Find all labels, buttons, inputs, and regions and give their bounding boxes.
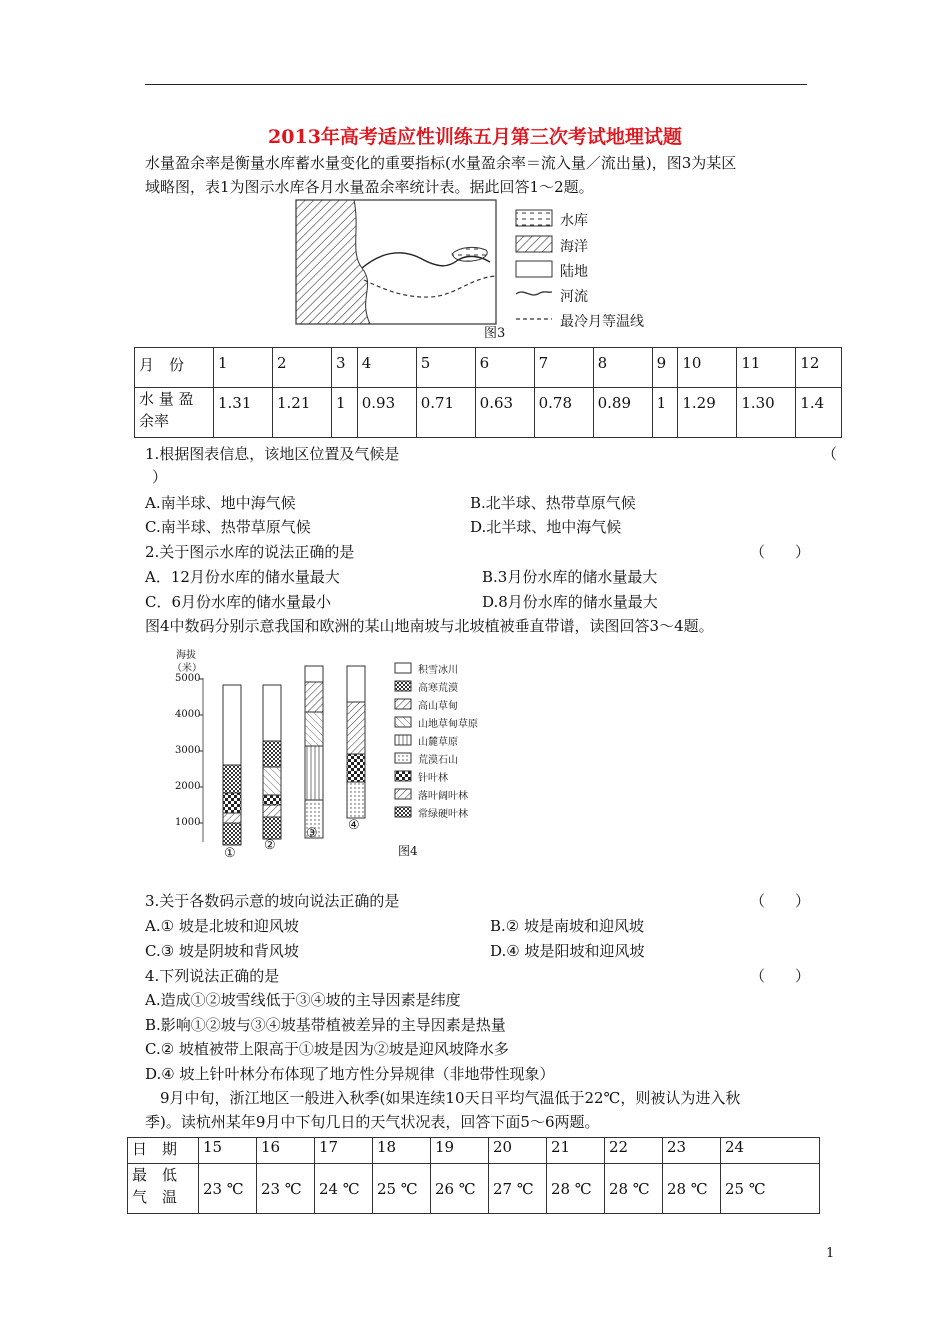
page-number: 1 (826, 1246, 835, 1261)
fig3-legend-isotherm: 最冷月等温线 (560, 314, 644, 330)
fig4-yaxis-title-1: 海拔 (176, 650, 196, 661)
fig3-legend-reservoir: 水库 (560, 213, 588, 229)
q2-stem: 2.关于图示水库的说法正确的是 (145, 543, 355, 561)
table1-label-rate: 水 量 盈 余率 (135, 388, 214, 438)
q3-option-b[interactable]: B.② 坡是南坡和迎风坡 (490, 917, 645, 935)
q1-bracket-open: （ (822, 445, 838, 463)
table1-value: 0.89 (593, 388, 652, 438)
table1-month: 8 (593, 348, 652, 388)
fig4-column-label: ③ (306, 826, 318, 841)
q1-option-c[interactable]: C.南半球、热带草原气候 (145, 518, 311, 536)
table2-temp: 23 ℃ (199, 1164, 257, 1214)
table1-month: 10 (678, 348, 737, 388)
q1-option-a[interactable]: A.南半球、地中海气候 (145, 494, 296, 512)
table2-temp: 25 ℃ (373, 1164, 431, 1214)
fig4-ytick: 3000 (175, 745, 201, 756)
fig4-ytick: 2000 (175, 781, 201, 792)
table1-value: 1 (331, 388, 357, 438)
table1-month: 7 (534, 348, 593, 388)
fig4-column-label: ① (224, 846, 236, 861)
table2-temp: 26 ℃ (431, 1164, 489, 1214)
intro1-line1: 水量盈余率是衡量水库蓄水量变化的重要指标(水量盈余率＝流入量／流出量)，图3为某区 (145, 154, 737, 172)
table1-month: 3 (331, 348, 357, 388)
fig4-legend-item: 高寒荒漠 (418, 683, 458, 694)
intro1-line2: 域略图，表1为图示水库各月水量盈余率统计表。据此回答1～2题。 (145, 178, 594, 196)
q4-option-c[interactable]: C.② 坡植被带上限高于①坡是因为②坡是迎风坡降水多 (145, 1040, 509, 1058)
table2-date: 24 (721, 1138, 820, 1164)
q1-stem: 1.根据图表信息，该地区位置及气候是 (145, 445, 400, 463)
q4-option-b[interactable]: B.影响①②坡与③④坡基带植被差异的主导因素是热量 (145, 1016, 506, 1034)
q4-option-a[interactable]: A.造成①②坡雪线低于③④坡的主导因素是纬度 (145, 991, 461, 1009)
fig4-legend-item: 针叶林 (418, 773, 448, 784)
q3-option-c[interactable]: C.③ 坡是阴坡和背风坡 (145, 942, 299, 960)
table1-month: 9 (652, 348, 678, 388)
table2-date: 16 (257, 1138, 315, 1164)
q3-option-d[interactable]: D.④ 坡是阳坡和迎风坡 (490, 942, 645, 960)
table1-label-month: 月 份 (135, 348, 214, 388)
table1-value: 1.21 (272, 388, 331, 438)
fig4-ytick: 1000 (175, 817, 201, 828)
table1-value: 0.93 (357, 388, 416, 438)
q4-bracket: （ ） (750, 967, 811, 985)
q4-stem: 4.下列说法正确的是 (145, 967, 280, 985)
table2-date: 20 (489, 1138, 547, 1164)
fig3-legend-ocean: 海洋 (560, 239, 588, 255)
fig4-column-label: ④ (348, 818, 360, 833)
fig3-caption: 图3 (484, 326, 506, 341)
table1-month: 4 (357, 348, 416, 388)
fig4-legend-item: 荒漠石山 (418, 755, 458, 766)
intro3-line2: 季)。读杭州某年9月中下旬几日的天气状况表，回答下面5～6两题。 (145, 1113, 600, 1131)
fig4-legend-item: 高山草甸 (418, 701, 458, 712)
header-rule (145, 84, 807, 85)
table2-date: 23 (663, 1138, 721, 1164)
intro3-line1: 9月中旬，浙江地区一般进入秋季(如果连续10天日平均气温低于22℃，则被认为进入秋 (160, 1089, 741, 1107)
fig3-legend-land: 陆地 (560, 264, 588, 280)
table2-temp: 28 ℃ (663, 1164, 721, 1214)
table1-month: 5 (416, 348, 475, 388)
fig4-legend-item: 落叶阔叶林 (418, 791, 468, 802)
table1-value: 1 (652, 388, 678, 438)
table1-value: 0.71 (416, 388, 475, 438)
q2-option-c[interactable]: C．6月份水库的储水量最小 (145, 593, 332, 611)
fig4-legend-item: 山地草甸草原 (418, 719, 478, 730)
fig3-legend-river: 河流 (560, 289, 588, 305)
table1-month: 6 (475, 348, 534, 388)
table2-label-temp: 最 低 气 温 (128, 1164, 199, 1214)
table1-month: 11 (737, 348, 796, 388)
table1-value: 1.31 (214, 388, 273, 438)
table1-month: 2 (272, 348, 331, 388)
table1-month: 1 (214, 348, 273, 388)
table2-date: 19 (431, 1138, 489, 1164)
table2-date: 18 (373, 1138, 431, 1164)
table1-value: 1.30 (737, 388, 796, 438)
q2-option-a[interactable]: A．12月份水库的储水量最大 (145, 568, 340, 586)
fig4-legend-item: 常绿硬叶林 (418, 809, 468, 820)
intro2: 图4中数码分别示意我国和欧洲的某山地南坡与北坡植被垂直带谱，读图回答3～4题。 (145, 617, 714, 635)
fig4-legend-item: 积雪冰川 (418, 665, 458, 676)
fig4-ytick: 5000 (175, 673, 201, 684)
q3-option-a[interactable]: A.① 坡是北坡和迎风坡 (145, 917, 299, 935)
table1-value: 0.63 (475, 388, 534, 438)
table2-temp: 23 ℃ (257, 1164, 315, 1214)
table2-date: 17 (315, 1138, 373, 1164)
q4-option-d[interactable]: D.④ 坡上针叶林分布体现了地方性分异规律（非地带性现象） (145, 1065, 555, 1083)
table1-value: 0.78 (534, 388, 593, 438)
fig4-column-label: ② (264, 838, 276, 853)
table2-temp: 28 ℃ (547, 1164, 605, 1214)
table1-month: 12 (796, 348, 842, 388)
table2-temp: 28 ℃ (605, 1164, 663, 1214)
page-title: 2013年高考适应性训练五月第三次考试地理试题 (268, 126, 682, 148)
fig4-ytick: 4000 (175, 709, 201, 720)
q2-bracket: （ ） (750, 543, 811, 561)
q1-option-b[interactable]: B.北半球、热带草原气候 (470, 494, 636, 512)
q2-option-b[interactable]: B.3月份水库的储水量最大 (482, 568, 658, 586)
table2-date: 15 (199, 1138, 257, 1164)
table2-temp: 25 ℃ (721, 1164, 820, 1214)
table1-value: 1.29 (678, 388, 737, 438)
fig4-legend-item: 山麓草原 (418, 737, 458, 748)
table2-date: 21 (547, 1138, 605, 1164)
fig4-yaxis-title-2: （米） (172, 663, 202, 674)
table2-date: 22 (605, 1138, 663, 1164)
table2-temp: 24 ℃ (315, 1164, 373, 1214)
table2-label-date: 日 期 (128, 1138, 199, 1164)
q1-bracket-close: ） (152, 468, 168, 486)
fig4-caption: 图4 (398, 844, 418, 858)
q3-stem: 3.关于各数码示意的坡向说法正确的是 (145, 892, 400, 910)
table1-value: 1.4 (796, 388, 842, 438)
table-1-surplus-rate (134, 347, 842, 438)
q1-option-d[interactable]: D.北半球、地中海气候 (470, 518, 622, 536)
q3-bracket: （ ） (750, 892, 811, 910)
q2-option-d[interactable]: D.8月份水库的储水量最大 (482, 593, 658, 611)
table2-temp: 27 ℃ (489, 1164, 547, 1214)
table-2-temperatures (127, 1137, 820, 1214)
